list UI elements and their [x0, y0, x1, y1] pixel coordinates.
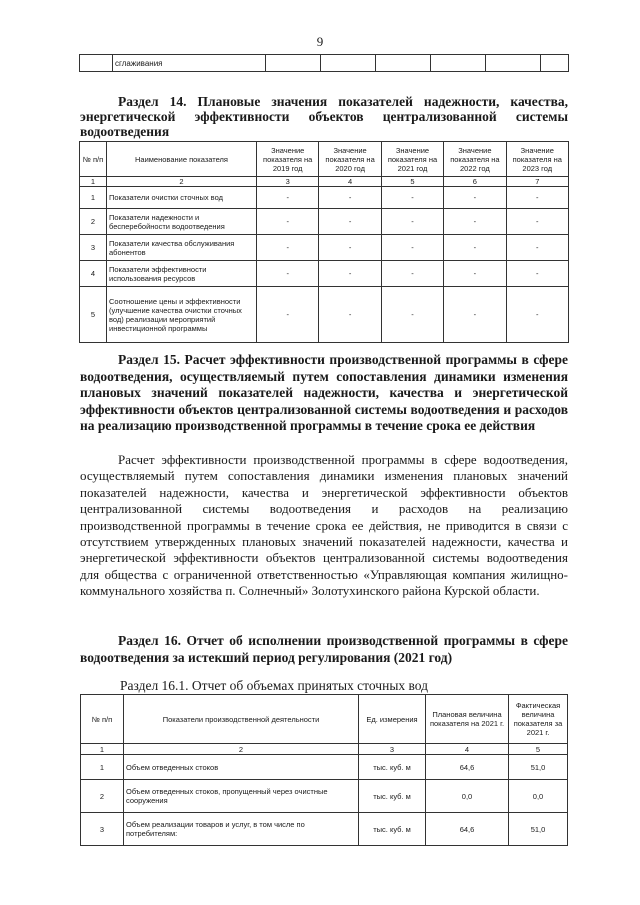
table-row — [80, 209, 569, 235]
value-cell: - — [506, 261, 568, 287]
value-cell: - — [506, 209, 568, 235]
indicator-name: Показатели качества обслуживания абонентов — [107, 235, 257, 261]
index-cell: 1 — [80, 177, 107, 187]
fact-value: 51,0 — [509, 755, 568, 780]
value-cell: - — [381, 187, 443, 209]
indicator-name: Объем реализации товаров и услуг, в том числе по потребителям: — [124, 813, 359, 846]
value-cell: - — [257, 187, 319, 209]
table-row — [80, 187, 569, 209]
header-cell: Наименование показателя — [107, 142, 257, 177]
value-cell: - — [444, 235, 506, 261]
index-cell: 6 — [444, 177, 506, 187]
row-number: 1 — [80, 187, 107, 209]
table-cell: сглаживания — [113, 55, 266, 72]
value-cell: - — [257, 235, 319, 261]
unit-cell: тыс. куб. м — [359, 755, 426, 780]
table-row — [81, 780, 568, 813]
plan-value: 0,0 — [426, 780, 509, 813]
indicator-name: Показатели эффективности использования ресурсов — [107, 261, 257, 287]
previous-table-tail — [79, 54, 569, 72]
value-cell: - — [506, 187, 568, 209]
indicator-name: Объем отведенных стоков — [124, 755, 359, 780]
table-row — [81, 755, 568, 780]
index-cell: 4 — [426, 744, 509, 755]
section-15-title: Раздел 15. Расчет эффективности производственной программы в сфере водоотведения, осуществляемый путем сопоставления динамики изменения плановых значений показателей надежности, качества и энергетической эффективности объектов централизованной системы водоотведения и расходов на реализацию производственной программы в течение срока ее действия — [80, 352, 568, 433]
index-cell: 7 — [506, 177, 568, 187]
indicator-name: Показатели надежности и бесперебойности водоотведения — [107, 209, 257, 235]
header-cell: Значение показателя на 2023 год — [506, 142, 568, 177]
section-15-paragraph: Расчет эффективности производственной программы в сфере водоотведения, осуществляемый путем сопоставления динамики изменения плановых значений показателей надежности, качества и энергетической эффективности объектов централизованной системы водоотведения и расходов на реализацию производственной программы в течение срока ее действия, не приводится в связи с отсутствием утвержденных плановых значений показателей надежности, качества и энергетической эффективности объектов централизованной системы водоотведения для общества с ограниченной ответственностью «Управляющая компания жилищно-коммунального хозяйства п. Солнечный» Золотухинского района Курской области. — [80, 452, 568, 599]
value-cell: - — [381, 235, 443, 261]
value-cell: - — [257, 287, 319, 343]
index-cell: 3 — [257, 177, 319, 187]
value-cell: - — [319, 209, 381, 235]
indicator-name: Объем отведенных стоков, пропущенный через очистные сооружения — [124, 780, 359, 813]
unit-cell: тыс. куб. м — [359, 780, 426, 813]
indicator-name: Показатели очистки сточных вод — [107, 187, 257, 209]
value-cell: - — [319, 287, 381, 343]
row-number: 3 — [80, 235, 107, 261]
index-cell: 2 — [107, 177, 257, 187]
index-cell: 5 — [381, 177, 443, 187]
header-cell: Значение показателя на 2022 год — [444, 142, 506, 177]
index-cell: 4 — [319, 177, 381, 187]
row-number: 5 — [80, 287, 107, 343]
index-cell: 1 — [81, 744, 124, 755]
header-cell: Ед. измерения — [359, 695, 426, 744]
value-cell: - — [381, 261, 443, 287]
fact-value: 51,0 — [509, 813, 568, 846]
value-cell: - — [381, 287, 443, 343]
value-cell: - — [444, 209, 506, 235]
value-cell: - — [319, 235, 381, 261]
fact-value: 0,0 — [509, 780, 568, 813]
value-cell: - — [381, 209, 443, 235]
header-cell: Показатели производственной деятельности — [124, 695, 359, 744]
plan-value: 64,6 — [426, 755, 509, 780]
value-cell: - — [506, 287, 568, 343]
value-cell: - — [444, 287, 506, 343]
unit-cell: тыс. куб. м — [359, 813, 426, 846]
page-number: 9 — [316, 34, 324, 49]
section-16-1-table — [80, 694, 568, 846]
header-cell: Плановая величина показателя на 2021 г. — [426, 695, 509, 744]
table-row — [80, 261, 569, 287]
table-row — [80, 235, 569, 261]
header-cell: № п/п — [81, 695, 124, 744]
row-number: 2 — [80, 209, 107, 235]
index-cell: 5 — [509, 744, 568, 755]
value-cell: - — [257, 261, 319, 287]
header-cell: Значение показателя на 2020 год — [319, 142, 381, 177]
plan-value: 64,6 — [426, 813, 509, 846]
value-cell: - — [444, 187, 506, 209]
row-number: 4 — [80, 261, 107, 287]
header-cell: Значение показателя на 2019 год — [257, 142, 319, 177]
row-number: 3 — [81, 813, 124, 846]
value-cell: - — [319, 261, 381, 287]
value-cell: - — [444, 261, 506, 287]
index-cell: 2 — [124, 744, 359, 755]
section-14-title: Раздел 14. Плановые значения показателей надежности, качества, энергетической эффективности объектов централизованной системы водоотведения — [80, 94, 568, 139]
index-cell: 3 — [359, 744, 426, 755]
header-cell: Значение показателя на 2021 год — [381, 142, 443, 177]
header-cell: № п/п — [80, 142, 107, 177]
section-14-table — [79, 141, 569, 343]
table-row — [80, 287, 569, 343]
value-cell: - — [506, 235, 568, 261]
section-16-1-title: Раздел 16.1. Отчет об объемах принятых сточных вод — [120, 678, 429, 693]
row-number: 2 — [81, 780, 124, 813]
table-row — [81, 813, 568, 846]
row-number: 1 — [81, 755, 124, 780]
indicator-name: Соотношение цены и эффективности (улучшение качества очистки сточных вод) реализации мероприятий инвестиционной программы — [107, 287, 257, 343]
section-16-title: Раздел 16. Отчет об исполнении производственной программы в сфере водоотведения за истекший период регулирования (2021 год) — [80, 633, 568, 665]
value-cell: - — [319, 187, 381, 209]
header-cell: Фактическая величина показателя за 2021 г. — [509, 695, 568, 744]
value-cell: - — [257, 209, 319, 235]
